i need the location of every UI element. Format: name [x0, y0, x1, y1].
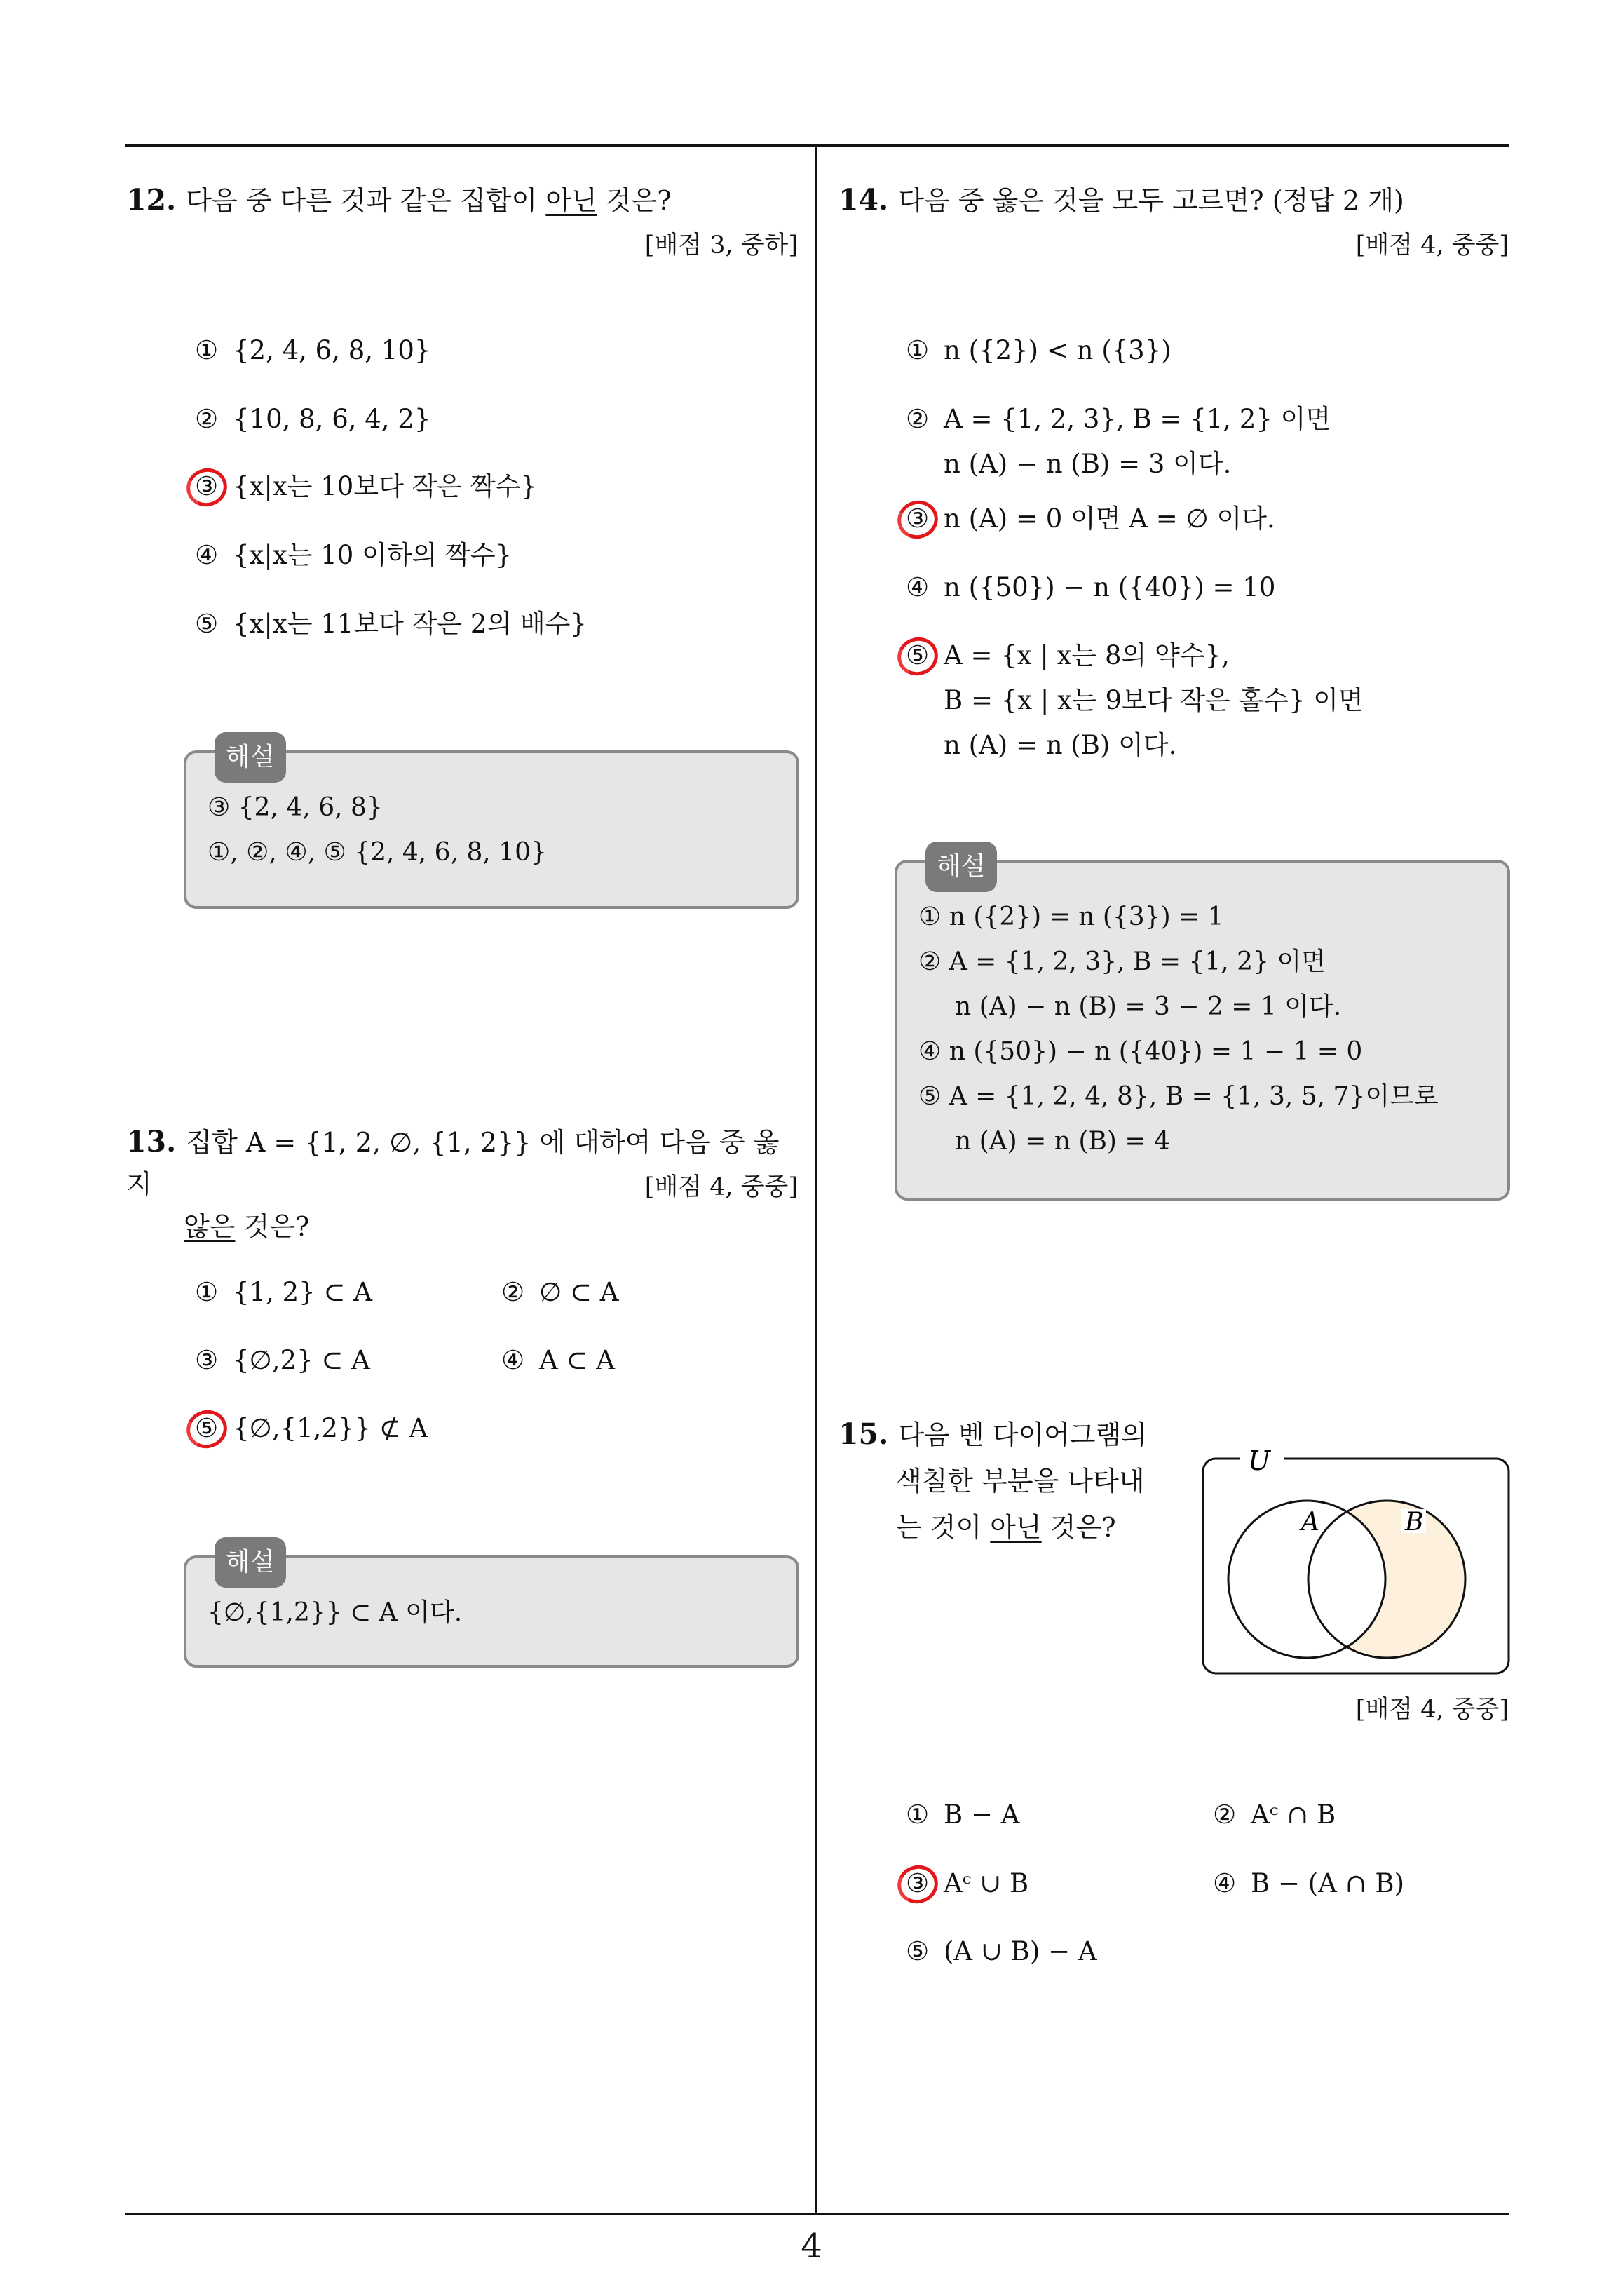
- q15-score: [배점 4, 중중]: [1355, 1696, 1509, 1724]
- q15-choice-2[interactable]: ② Aᶜ ∩ B: [1213, 1799, 1336, 1830]
- venn-diagram: [1202, 1439, 1510, 1675]
- q14-choice-4[interactable]: ④ n ({50}) − n ({40}) = 10: [906, 572, 1276, 602]
- q13-choice-2[interactable]: ② ∅ ⊂ A: [501, 1277, 619, 1307]
- q13-solution-line-1: {∅,{1,2}} ⊂ A 이다.: [208, 1598, 463, 1627]
- q13-stem: 13. 집합 A = {1, 2, ∅, {1, 2}} 에 대하여 다음 중 옳지 않은 것은?: [126, 1125, 780, 1242]
- q12-stem: 12. 다음 중 다른 것과 같은 집합이 아닌 것은?: [126, 183, 672, 217]
- q14-solution-line-1: ① n ({2}) = n ({3}) = 1: [918, 903, 1224, 931]
- q15-choice-5[interactable]: ⑤ (A ∪ B) − A: [906, 1936, 1097, 1966]
- page-number: 4: [801, 2227, 822, 2266]
- q14-number: 14.: [838, 183, 889, 217]
- q14-solution-box: [895, 852, 1510, 1201]
- q14-score: [배점 4, 중중]: [1355, 231, 1509, 259]
- column-divider: [815, 144, 817, 2214]
- bottom-rule: [125, 2213, 1509, 2215]
- q13-solution-tag: 해설: [215, 1537, 286, 1588]
- q14-solution-line-2: ② A = {1, 2, 3}, B = {1, 2} 이면: [918, 947, 1326, 976]
- q15-choice-4[interactable]: ④ B − (A ∩ B): [1213, 1868, 1405, 1898]
- q14-solution-line-5: ⑤ A = {1, 2, 4, 8}, B = {1, 3, 5, 7}이므로: [918, 1082, 1439, 1111]
- q14-solution-tag: 해설: [925, 842, 997, 892]
- q12-choice-3[interactable]: ③ {x|x는 10보다 작은 짝수}: [195, 471, 537, 501]
- q12-solution-tag: 해설: [215, 732, 286, 783]
- q12-score: [배점 3, 중하]: [644, 231, 798, 259]
- universe-label: U: [1248, 1445, 1271, 1476]
- set-a-label: A: [1301, 1508, 1319, 1537]
- q12-solution-line-1: ③ {2, 4, 6, 8}: [208, 793, 383, 822]
- q12-solution-box: [184, 743, 799, 909]
- q15-stem: 15. 다음 벤 다이어그램의 색칠한 부분을 나타내 는 것이 아닌 것은?: [838, 1417, 1147, 1543]
- q13-solution-box: [184, 1548, 799, 1668]
- q12-number: 12.: [126, 183, 177, 217]
- q13-choice-5[interactable]: ⑤ {∅,{1,2}} ⊄ A: [195, 1413, 428, 1443]
- q15-choice-1[interactable]: ① B − A: [906, 1799, 1020, 1830]
- q14-choice-5[interactable]: ⑤ A = {x | x는 8의 약수}, B = {x | x는 9보다 작은 홀수} 이면 n (A) = n (B) 이다.: [906, 640, 1364, 760]
- q12-solution-line-2: ①, ②, ④, ⑤ {2, 4, 6, 8, 10}: [208, 838, 547, 867]
- q15-number: 15.: [838, 1417, 889, 1451]
- q13-choice-1[interactable]: ① {1, 2} ⊂ A: [195, 1277, 372, 1307]
- set-b-label: B: [1405, 1508, 1424, 1537]
- q13-number: 13.: [126, 1125, 177, 1159]
- q14-choice-2[interactable]: ② A = {1, 2, 3}, B = {1, 2} 이면 n (A) − n (B) = 3 이다.: [906, 404, 1331, 479]
- q13-score: [배점 4, 중중]: [644, 1173, 798, 1201]
- q15-choice-3[interactable]: ③ Aᶜ ∪ B: [906, 1868, 1029, 1898]
- q14-solution-line-6: n (A) = n (B) = 4: [955, 1127, 1170, 1156]
- q14-stem: 14. 다음 중 옳은 것을 모두 고르면? (정답 2 개): [838, 183, 1404, 217]
- q14-choice-3[interactable]: ③ n (A) = 0 이면 A = ∅ 이다.: [906, 504, 1275, 534]
- q13-choice-3[interactable]: ③ {∅,2} ⊂ A: [195, 1345, 370, 1375]
- q14-solution-line-4: ④ n ({50}) − n ({40}) = 1 − 1 = 0: [918, 1037, 1363, 1066]
- q14-solution-line-3: n (A) − n (B) = 3 − 2 = 1 이다.: [955, 992, 1342, 1021]
- q12-choice-4[interactable]: ④ {x|x는 10 이하의 짝수}: [195, 540, 512, 570]
- q12-choice-2[interactable]: ② {10, 8, 6, 4, 2}: [195, 404, 431, 434]
- q12-choice-5[interactable]: ⑤ {x|x는 11보다 작은 2의 배수}: [195, 609, 587, 639]
- q12-choice-1[interactable]: ① {2, 4, 6, 8, 10}: [195, 335, 431, 365]
- top-rule: [125, 144, 1509, 147]
- q13-choice-4[interactable]: ④ A ⊂ A: [501, 1345, 615, 1375]
- q14-choice-1[interactable]: ① n ({2}) < n ({3}): [906, 335, 1172, 365]
